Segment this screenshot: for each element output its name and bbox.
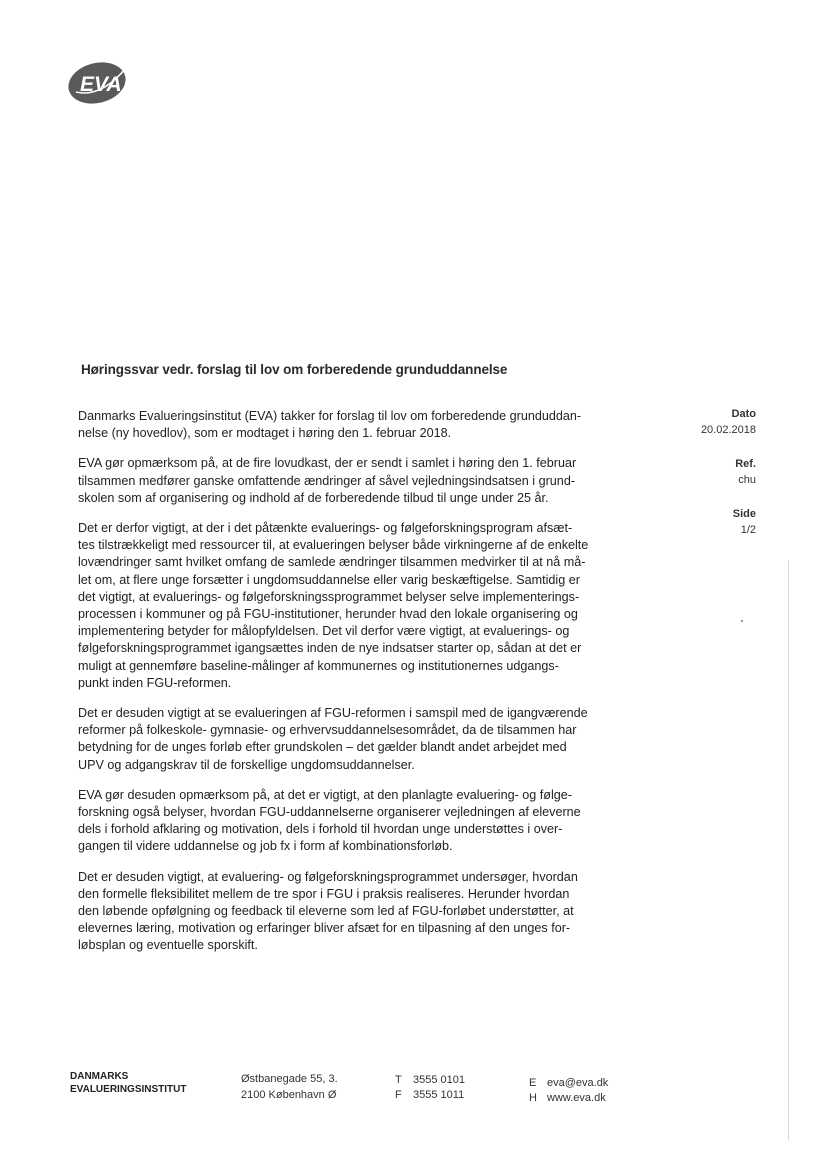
paragraph: Det er derfor vigtigt, at der i det påtænkte evaluerings- og følgeforskningsprogram afsæt- tes tilstrækkeligt med ressourcer til, at evalueringen belyser både virkningerne af de enkelte lovændringer samt hvilket omfang de samlede ændringer tilsammen medvirker til at nå må- let om, at flere unge forsætter i ungdomsuddannelse eller varig beskæftigelse. Samtidig er det vigtigt, at evaluerings- og følgeforskningssprogrammet belyser selve implementerings- processen i kommuner og på FGU-institutioner, herunder hvad den lokale organisering og implementering betyder for målopfyldelsen. Det vil derfor være vigtigt, at evaluerings- og følgeforskningsprogrammet igangsættes inden de nye indsatser starter op, sådan at det er muligt at gennemføre baseline-målinger af kommunernes og institutionernes udgangs- punkt inden FGU-reformen. [78,521,589,690]
page-label: Side [732,508,756,520]
footer-org-name: DANMARKS EVALUERINGSINSTITUT [70,1071,187,1095]
footer-address: Østbanegade 55, 3. 2100 København Ø [241,1073,338,1101]
paragraph: EVA gør desuden opmærksom på, at det er vigtigt, at den planlagte evaluering- og følge- forskning også belyser, hvordan FGU-uddannelserne organiserer vejledningen af eleverne dels i forhold afklaring og motivation, dels i forhold til hvordan unge understøttes i over- gangen til videre uddannelse og job fx i form af kombinationsforløb. [78,787,581,854]
page-title: Høringssvar vedr. forslag til lov om forberedende grunduddannelse [81,362,508,377]
date-label: Dato [731,408,756,420]
footer-contact-block [529,1076,608,1106]
scan-speck [741,620,743,622]
eva-logo [66,58,132,106]
page-number: 1/2 [740,524,756,536]
web-label: H [529,1092,537,1104]
letter-body [78,408,618,968]
footer-phone-block [395,1073,465,1103]
paragraph: Danmarks Evalueringsinstitut (EVA) takker for forslag til lov om forberedende grunduddan- nelse (ny hovedlov), som er modtaget i høring den 1. februar 2018. [78,409,582,441]
email-link[interactable]: eva@eva.dk [547,1077,609,1089]
letter-meta [690,406,756,556]
ref-value: chu [738,474,756,486]
date-value: 20.02.2018 [700,424,756,436]
web-link[interactable]: www.eva.dk [547,1092,606,1104]
paragraph: Det er desuden vigtigt at se evalueringen af FGU-reformen i samspil med de igangværende reformer på folkeskole- gymnasie- og erhvervsuddannelsesområdet, da de tilsammen har betydning for de unges forløb efter grundskolen – det gælder blandt andet arbejdet med UPV og adgangskrav til de forskellige ungdomsuddannelser. [78,706,588,772]
eva-logo-text: EVA [80,73,122,96]
paragraph: Det er desuden vigtigt, at evaluering- og følgeforskningsprogrammet undersøger, hvordan den formelle fleksibilitet mellem de tre spor i FGU i praksis realiseres. Herunder hvordan den løbende opfølgning og feedback til eleverne som led af FGU-forløbet understøtter, at elevernes læring, motivation og erfaringer bliver afsæt for en tilpasning af den unges for- løbsplan og eventuelle sporskift. [78,869,578,953]
scan-edge-line [788,560,789,1140]
fax-number: 3555 1011 [413,1089,465,1101]
phone-label: T [395,1074,402,1086]
email-label: E [529,1077,537,1089]
paragraph: EVA gør opmærksom på, at de fire lovudkast, der er sendt i samlet i høring den 1. februar tilsammen medfører ganske omfattende ændringer af såvel vejledningsindsatsen i grund- skolen som af organisering og indhold af de forberedende tilbud til unge under 25 år. [78,456,577,505]
fax-label: F [395,1089,402,1101]
phone-number: 3555 0101 [413,1074,465,1086]
ref-label: Ref. [735,458,756,470]
eva-logo-mark [66,58,132,106]
